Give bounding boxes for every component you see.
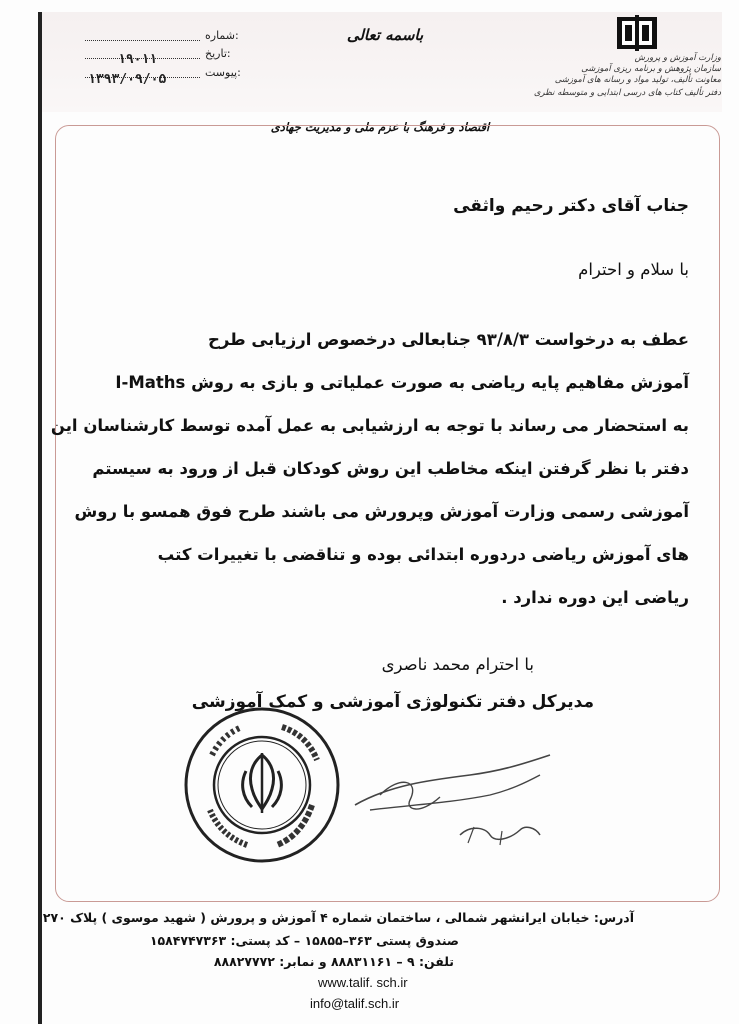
number-line: [85, 40, 200, 41]
handwritten-signature: [350, 735, 560, 855]
binding-edge: [38, 12, 42, 1024]
body-line-3: به استحضار می رساند با توجه به ارزشیابی به عمل آمده توسط کارشناسان این: [50, 416, 689, 435]
attachment-label: پیوست:: [205, 66, 241, 79]
footer-website: www.talif. sch.ir: [318, 975, 408, 990]
letter-number-value: ۱۳۹۳/۰۹/۰۵: [88, 72, 167, 87]
org-line-3: معاونت تألیف، تولید مواد و رسانه های آموزشی: [554, 75, 721, 85]
year-motto: اقتصاد و فرهنگ با عزم ملی و مدیریت جهادی: [270, 120, 490, 134]
date-label: تاریخ:: [205, 47, 231, 60]
body-line-6: های آموزش ریاضی دردوره ابتدائی بوده و تناقضی با تغییرات کتب: [157, 545, 689, 564]
signatory-title: مدیرکل دفتر تکنولوژی آموزشی و کمک آموزشی: [191, 692, 594, 712]
official-seal: [182, 705, 342, 865]
bismillah: باسمه تعالی: [346, 26, 424, 44]
body-line-5: آموزشی رسمی وزارت آموزش وپرورش می باشند طرح فوق همسو با روش: [74, 502, 689, 521]
recipient: جناب آقای دکتر رحیم واثقی: [453, 196, 689, 216]
number-label: شماره:: [205, 29, 239, 42]
method-name: I-Maths: [115, 373, 186, 392]
footer-postal: صندوق پستی ۳۶۳–۱۵۸۵۵ – کد پستی: ۱۵۸۴۷۴۷۳۶۳: [149, 933, 459, 948]
ministry-logo: [617, 15, 657, 51]
greeting: با سلام و احترام: [578, 260, 689, 279]
org-line-4: دفتر تألیف کتاب های درسی ابتدایی و متوسطه نظری: [533, 88, 721, 98]
body-line-7: ریاضی این دوره ندارد .: [501, 588, 689, 607]
footer-phone: تلفن: ۹ – ۸۸۸۳۱۱۶۱ و نمابر: ۸۸۸۲۷۷۷۲: [213, 954, 454, 969]
body-line-1: عطف به درخواست ۹۳/۸/۳ جنابعالی درخصوص ارزیابی طرح: [207, 330, 689, 349]
body-line-2: [115, 373, 689, 392]
footer-address: آدرس: خیابان ایرانشهر شمالی ، ساختمان شماره ۴ آموزش و پرورش ( شهید موسوی ) پلاک ۲۷۰: [42, 910, 634, 925]
body-line-2-text: آموزش مفاهیم پایه ریاضی به صورت عملیاتی و بازی به روش: [191, 373, 689, 392]
closing: با احترام محمد ناصری: [381, 655, 534, 674]
body-line-4: دفتر با نظر گرفتن اینکه مخاطب این روش کودکان قبل از ورود به سیستم: [92, 459, 689, 478]
date-value: ۱۹۰۱۱: [118, 52, 158, 67]
footer-email: info@talif.sch.ir: [310, 996, 400, 1011]
org-line-2: سازمان پژوهش و برنامه ریزی آموزشی: [581, 64, 721, 74]
org-line-1: وزارت آموزش و پرورش: [634, 53, 721, 63]
